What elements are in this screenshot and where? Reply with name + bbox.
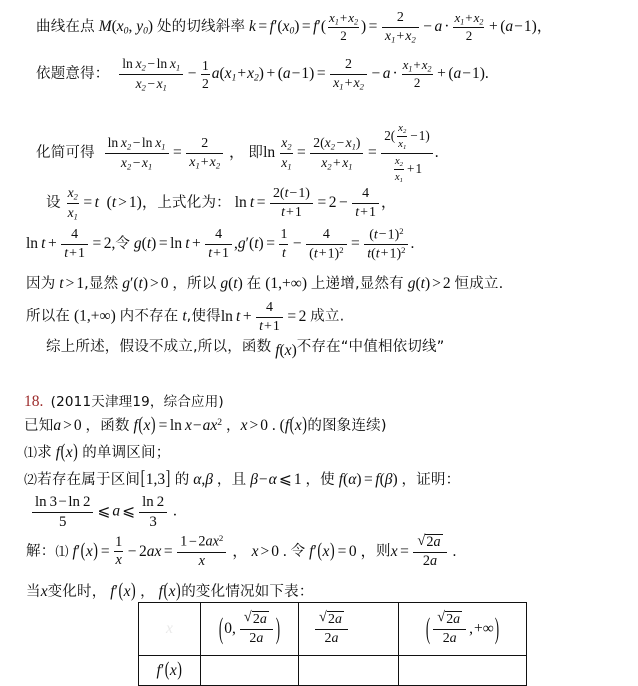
problem-source: (2011天津理19，综合应用) bbox=[50, 394, 224, 410]
problem-number: 18. bbox=[24, 393, 44, 410]
table-header-x: x bbox=[166, 620, 173, 637]
derivation-line-6: 因为 t > 1,显然 g′(t) > 0 ，所以 g(t) 在 (1,+∞) 上递增,显然有 g(t) > 2 恒成立. bbox=[26, 275, 504, 292]
table-row-fprime bbox=[139, 656, 527, 686]
problem-18-conclusion: $\frac{\ln 3 - \ln 2}{5}$ ⩽ a ⩽ $\frac{\ln 2}{3}$ . bbox=[30, 494, 177, 530]
line4-label: 设 bbox=[46, 194, 61, 211]
table-cell-interval-2: ( √ $\frac{2a}{2a}$ , +∞ ) bbox=[399, 603, 527, 656]
line2-label: 依题意得： bbox=[36, 65, 110, 82]
solution-line-1: 解：⑴ f′ ( x ) = $\frac{1}{x}$ − 2ax = $\frac{1 - 2ax^2}{x}$ ， x > 0 . 令 f′ ( x ) = 0 ，则x = √ $\frac{2a}{2a}$ . bbox=[26, 534, 456, 570]
derivation-line-2: 依题意得： $\frac{\ln x_2 - \ln x_1}{x_2 - x_1}$ − $\frac{1}{2}$ $a(x_1+x_2) + (a-1)$ = $\frac{2}{x_1+x_2}$ − a · $\frac{x_1+x_2}{2}$ + (a−1). bbox=[36, 56, 489, 93]
problem-18-header bbox=[24, 390, 224, 411]
table-cell-critical-point: √ $\frac{2a}{2a}$ bbox=[299, 603, 399, 656]
table-cell-fprime-label: f′ ( x ) bbox=[139, 656, 201, 686]
line3-label-b: 即 bbox=[248, 144, 264, 161]
line3-label: 化简可得 bbox=[36, 144, 95, 161]
table-cell-fprime-2 bbox=[299, 656, 399, 686]
derivation-line-3: 化简可得 $\frac{\ln x_2 - \ln x_1}{x_2 - x_1}$ = $\frac{2}{x_1+x_2}$ ， 即ln $\frac{x_2}{x_1}$ = $\frac{2(x_2 - x_1)}{x_2 + x_1}$ = 2( $\frac{x_2}{x_1}$ −1) $\frac{x_2}{x_1}$ +1 . bbox=[36, 122, 439, 184]
problem-18-item-1: ⑴求 f ( x ) 的单调区间； bbox=[24, 441, 171, 464]
line5-label: 令 bbox=[115, 236, 131, 252]
table-intro: 当x变化时， f′ ( x ) ， f ( x ) 的变化情况如下表： bbox=[26, 580, 314, 603]
line1-text-after: 处的切线斜率 bbox=[156, 18, 246, 35]
derivation-line-1: 曲线在点 $M(x_0$, $y_0$) 处的切线斜率 $k = f'(x_0) = f'$( $\frac{x_1+x_2}{2}$ ) = $\frac{2}{x_1+x_2}$ − a · $\frac{x_1+x_2}{2}$ + (a−1)， bbox=[36, 9, 553, 45]
derivation-line-4: 设 $\frac{x_2}{x_1}$ = t (t > 1)，上式化为： ln t = $\frac{2(t-1)}{t+1}$ = 2 − $\frac{4}{t+1}$ ， bbox=[46, 185, 397, 222]
derivation-line-8: 综上所述，假设不成立,所以，函数 f(x)不存在“中值相依切线” bbox=[46, 339, 445, 359]
table-row-header bbox=[139, 603, 527, 656]
table-cell-fprime-3 bbox=[399, 656, 527, 686]
variation-table bbox=[138, 602, 527, 686]
table-cell-interval-1: ( 0 , √ $\frac{2a}{2a}$ ) bbox=[201, 603, 299, 656]
table-cell-fprime-1 bbox=[201, 656, 299, 686]
table-cell-x bbox=[139, 603, 201, 656]
derivation-line-5: ln t + $\frac{4}{t+1}$ = 2,令 g(t) = ln t + $\frac{4}{t+1}$ ,g′(t) = $\frac{1}{t}$ − $\frac{4}{(t+1)^2}$ = $\frac{(t-1)^2}{t(t+1)^2}$ . bbox=[26, 226, 415, 262]
line4-label-b: 上式化为： bbox=[157, 194, 231, 211]
problem-18-stem: 已知a > 0 ，函数 f ( x ) = $\ln x-ax^2$ ，x > 0 . (f ( x ) 的图象连续) bbox=[24, 414, 387, 437]
problem-18-item-2: ⑵若存在属于区间 [ 1,3 ] 的 α,β ，且 β−α ⩽ 1 ，使 f(α) = f(β) ，证明： bbox=[24, 468, 461, 491]
line1-label: 曲线在点 bbox=[36, 18, 95, 35]
derivation-line-7: 所以在 (1,+∞) 内不存在 t,使得ln t + $\frac{4}{t+1}$ = 2 成立. bbox=[26, 300, 345, 334]
